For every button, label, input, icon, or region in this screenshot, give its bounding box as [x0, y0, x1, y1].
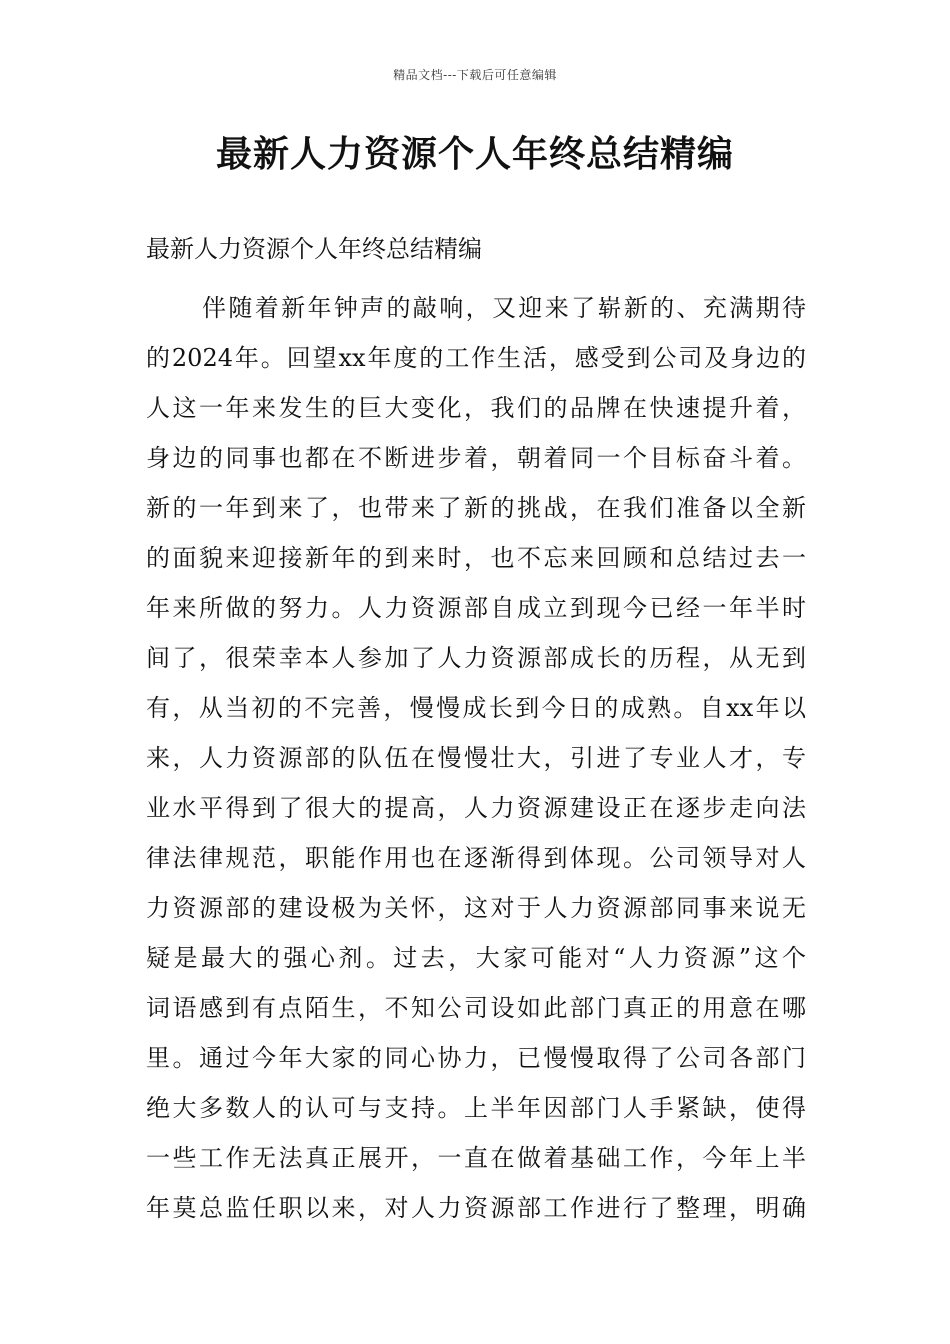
paragraph-line: 身边的同事也都在不断进步着，朝着同一个目标奋斗着。 [146, 444, 806, 472]
paragraph-line: 年来所做的努力。人力资源部自成立到现今已经一年半时 [146, 594, 806, 622]
paragraph-line: 的面貌来迎接新年的到来时，也不忘来回顾和总结过去一 [146, 544, 806, 572]
paragraph-line: 新的一年到来了，也带来了新的挑战，在我们准备以全新 [146, 494, 806, 522]
paragraph-line: 律法律规范，职能作用也在逐渐得到体现。公司领导对人 [146, 844, 806, 872]
paragraph-line: 绝大多数人的认可与支持。上半年因部门人手紧缺，使得 [146, 1094, 806, 1122]
paragraph-line: 伴随着新年钟声的敲响，又迎来了崭新的、充满期待 [202, 294, 806, 322]
paragraph-line: 有，从当初的不完善，慢慢成长到今日的成熟。自xx年以 [146, 694, 806, 722]
header-note: 精品文档---下载后可任意编辑 [393, 68, 557, 82]
paragraph-line: 一些工作无法真正展开，一直在做着基础工作，今年上半 [146, 1144, 806, 1172]
paragraph-line: 里。通过今年大家的同心协力，已慢慢取得了公司各部门 [146, 1044, 806, 1072]
paragraph-line: 力资源部的建设极为关怀，这对于人力资源部同事来说无 [146, 894, 806, 922]
paragraph-line: 人这一年来发生的巨大变化，我们的品牌在快速提升着， [146, 394, 806, 422]
paragraph-line: 的2024年。回望xx年度的工作生活，感受到公司及身边的 [146, 344, 806, 372]
paragraph-line: 间了，很荣幸本人参加了人力资源部成长的历程，从无到 [146, 644, 806, 672]
paragraph-line: 来，人力资源部的队伍在慢慢壮大，引进了专业人才，专 [146, 744, 806, 772]
document-title: 最新人力资源个人年终总结精编 [215, 134, 734, 175]
body-paragraph [146, 283, 806, 1233]
paragraph-line: 词语感到有点陌生，不知公司设如此部门真正的用意在哪 [146, 994, 806, 1022]
paragraph-line: 疑是最大的强心剂。过去，大家可能对“人力资源”这个 [146, 944, 806, 972]
paragraph-line: 年莫总监任职以来，对人力资源部工作进行了整理，明确 [146, 1194, 806, 1222]
document-subtitle: 最新人力资源个人年终总结精编 [146, 235, 482, 263]
paragraph-line: 业水平得到了很大的提高，人力资源建设正在逐步走向法 [146, 794, 806, 822]
